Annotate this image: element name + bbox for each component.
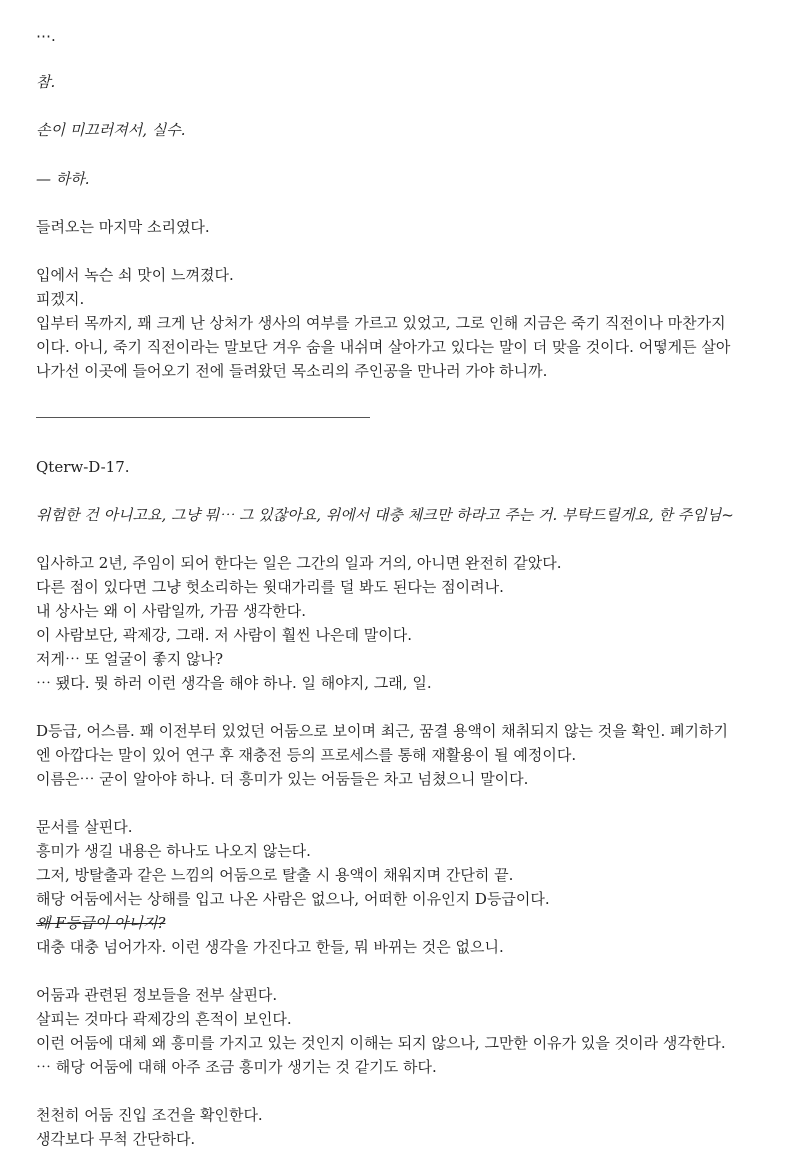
- text-line: ⋯.: [36, 27, 56, 45]
- text-line-italic: 위험한 건 아니고요, 그냥 뭐⋯ 그 있잖아요, 위에서 대충 체크만 하라고 주는 거. 부탁드릴게요, 한 주임님~: [36, 506, 734, 524]
- text-line: 천천히 어둠 진입 조건을 확인한다.: [36, 1106, 263, 1124]
- text-line: 대충 대충 넘어가자. 이런 생각을 가진다고 한들, 뭐 바뀌는 것은 없으니.: [36, 938, 504, 956]
- text-line: 들려오는 마지막 소리였다.: [36, 218, 210, 236]
- section-divider: [36, 417, 370, 418]
- text-line: 입에서 녹슨 쇠 맛이 느껴졌다.: [36, 266, 234, 284]
- text-line: 피겠지.: [36, 290, 85, 308]
- text-line: 엔 아깝다는 말이 있어 연구 후 재충전 등의 프로세스를 통해 재활용이 될 예정이다.: [36, 746, 577, 764]
- text-line-italic: — 하하.: [36, 170, 90, 188]
- text-line: ⋯ 됐다. 뭣 하러 이런 생각을 해야 하나. 일 해야지, 그래, 일.: [36, 674, 432, 692]
- text-line-italic: 손이 미끄러져서, 실수.: [36, 121, 186, 139]
- text-line-italic: 참.: [36, 73, 56, 91]
- text-line: 입부터 목까지, 꽤 크게 난 상처가 생사의 여부를 가르고 있었고, 그로 인해 지금은 죽기 직전이나 마찬가지: [36, 314, 726, 332]
- text-line: 다른 점이 있다면 그냥 헛소리하는 윗대가리를 덜 봐도 된다는 점이려나.: [36, 578, 504, 596]
- text-line: 이런 어둠에 대체 왜 흥미를 가지고 있는 것인지 이해는 되지 않으나, 그만한 이유가 있을 것이라 생각한다.: [36, 1034, 726, 1052]
- strikethrough-line: 왜 F등급이 아니지?: [36, 914, 166, 932]
- text-line: 해당 어둠에서는 상해를 입고 나온 사람은 없으나, 어떠한 이유인지 D등급이다.: [36, 890, 550, 908]
- text-line: 생각보다 무척 간단하다.: [36, 1130, 196, 1148]
- text-line: 이 사람보단, 곽제강, 그래. 저 사람이 훨씬 나은데 말이다.: [36, 626, 412, 644]
- text-line: ⋯ 해당 어둠에 대해 아주 조금 흥미가 생기는 것 같기도 하다.: [36, 1058, 437, 1076]
- text-line: 이다. 아니, 죽기 직전이라는 말보단 겨우 숨을 내쉬며 살아가고 있다는 말이 더 맞을 것이다. 어떻게든 살아: [36, 338, 731, 356]
- text-line: 흥미가 생길 내용은 하나도 나오지 않는다.: [36, 842, 311, 860]
- text-line: 문서를 살핀다.: [36, 818, 133, 836]
- text-line: 이름은⋯ 굳이 알아야 하나. 더 흥미가 있는 어둠들은 차고 넘쳤으니 말이다.: [36, 770, 529, 788]
- text-line: D등급, 어스름. 꽤 이전부터 있었던 어둠으로 보이며 최근, 꿈결 용액이 채취되지 않는 것을 확인. 폐기하기: [36, 722, 728, 740]
- text-line: 저게⋯ 또 얼굴이 좋지 않나?: [36, 650, 224, 668]
- text-line: 입사하고 2년, 주임이 되어 한다는 일은 그간의 일과 거의, 아니면 완전히 같았다.: [36, 554, 562, 572]
- text-line: 그저, 방탈출과 같은 느낌의 어둠으로 탈출 시 용액이 채워지며 간단히 끝.: [36, 866, 514, 884]
- text-line: 나가선 이곳에 들어오기 전에 들려왔던 목소리의 주인공을 만나러 가야 하니까.: [36, 362, 548, 380]
- text-line: 어둠과 관련된 정보들을 전부 살핀다.: [36, 986, 278, 1004]
- text-line: 살피는 것마다 곽제강의 흔적이 보인다.: [36, 1010, 292, 1028]
- text-line: 내 상사는 왜 이 사람일까, 가끔 생각한다.: [36, 602, 306, 620]
- document-code: Qterw-D-17.: [36, 458, 130, 476]
